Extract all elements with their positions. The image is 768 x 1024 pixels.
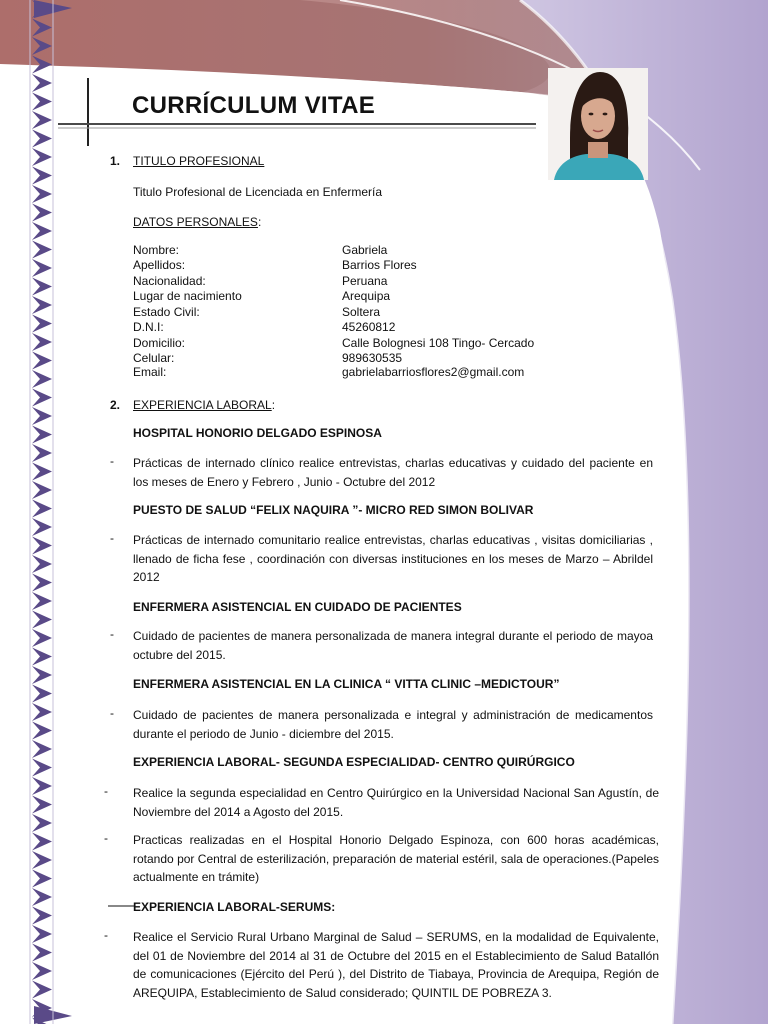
field-value: gabrielabarriosflores2@gmail.com — [342, 365, 525, 379]
job-title: HOSPITAL HONORIO DELGADO ESPINOSA — [133, 426, 382, 440]
job-description: Cuidado de pacientes de manera personalizada e integral y administración de medicamentos durante el periodo de Junio - diciembre del 2015. — [133, 708, 653, 741]
personal-data-heading-label: DATOS PERSONALES — [133, 215, 258, 229]
job-title: PUESTO DE SALUD “FELIX NAQUIRA ”- MICRO RED SIMON BOLIVAR — [133, 503, 534, 517]
section-number-1: 1. — [110, 154, 121, 168]
field-value: Gabriela — [342, 243, 388, 257]
personal-data-heading-colon: : — [257, 215, 262, 229]
experiencia-laboral-colon: : — [271, 398, 276, 412]
field-label: Celular: — [133, 351, 175, 365]
field-label: Email: — [133, 365, 167, 379]
field-value: Peruana — [342, 274, 388, 288]
job-title: EXPERIENCIA LABORAL-SERUMS: — [133, 900, 336, 914]
field-label: Nombre: — [133, 243, 180, 257]
job-title: EXPERIENCIA LABORAL- SEGUNDA ESPECIALIDAD- CENTRO QUIRÚRGICO — [133, 755, 575, 769]
bullet-dash: - — [110, 627, 114, 641]
field-value: Barrios Flores — [342, 258, 417, 272]
personal-data-heading — [133, 215, 261, 230]
field-value: 45260812 — [342, 320, 396, 334]
field-value: Calle Bolognesi 108 Tingo- Cercado — [342, 336, 535, 350]
degree-text: Titulo Profesional de Licenciada en Enfermería — [133, 185, 383, 199]
bullet-dash: - — [104, 928, 108, 942]
page-title: CURRÍCULUM VITAE — [132, 92, 376, 119]
section-heading-titulo-profesional: TITULO PROFESIONAL — [133, 154, 265, 168]
bullet-dash: - — [110, 531, 114, 545]
job-title: ENFERMERA ASISTENCIAL EN LA CLINICA “ VITTA CLINIC –MEDICTOUR” — [133, 677, 560, 691]
field-value: Arequipa — [342, 289, 391, 303]
job-description: Cuidado de pacientes de manera personalizada de manera integral durante el periodo de mayoa octubre del 2015. — [133, 629, 653, 662]
field-label: Apellidos: — [133, 258, 186, 272]
job-description: Prácticas de internado clínico realice entrevistas, charlas educativas y cuidado del paciente en los meses de Enero y Febrero , Junio - Octubre del 2012 — [133, 456, 653, 489]
job-title: ENFERMERA ASISTENCIAL EN CUIDADO DE PACIENTES — [133, 600, 462, 614]
section-number-2: 2. — [110, 398, 121, 412]
job-description: Prácticas de internado comunitario realice entrevistas, charlas educativas , visitas domiciliarias , llenado de ficha fese , coordinación con diversas instituciones en los meses de Marzo – Abrildel 2012 — [133, 533, 653, 584]
bullet-dash: - — [110, 706, 114, 720]
bullet-dash: - — [110, 454, 114, 468]
field-label: Lugar de nacimiento — [133, 289, 242, 303]
field-value: Soltera — [342, 305, 381, 319]
field-label: Nacionalidad: — [133, 274, 206, 288]
job-description: Practicas realizadas en el Hospital Honorio Delgado Espinoza, con 600 horas académicas, rotando por Central de esterilización, preparación de material estéril, sala de operaciones.(Papeles actualmente en trámite) — [133, 833, 659, 884]
job-description: Realice la segunda especialidad en Centro Quirúrgico en la Universidad Nacional San Agustín, de Noviembre del 2014 a Agosto del 2015. — [133, 786, 659, 819]
bullet-dash: - — [104, 784, 108, 798]
profile-photo — [548, 68, 648, 180]
experiencia-laboral-label: EXPERIENCIA LABORAL — [133, 398, 272, 412]
section-heading-experiencia-laboral — [133, 398, 275, 413]
field-value: 989630535 — [342, 351, 403, 365]
field-label: Domicilio: — [133, 336, 186, 350]
job-description: Realice el Servicio Rural Urbano Marginal de Salud – SERUMS, en la modalidad de Equivalente, del 01 de Noviembre del 2014 al 31 de Octubre del 2015 en el Establecimiento de Salud Batallón de comunicaciones (Ejército del Perú ), del Distrito de Tiabaya, Provincia de Arequipa, Región de AREQUIPA, Establecimiento de Salud considerado; QUINTIL DE POBREZA 3. — [133, 930, 659, 1000]
bullet-dash: - — [104, 831, 108, 845]
field-label: D.N.I: — [133, 320, 164, 334]
field-label: Estado Civil: — [133, 305, 200, 319]
